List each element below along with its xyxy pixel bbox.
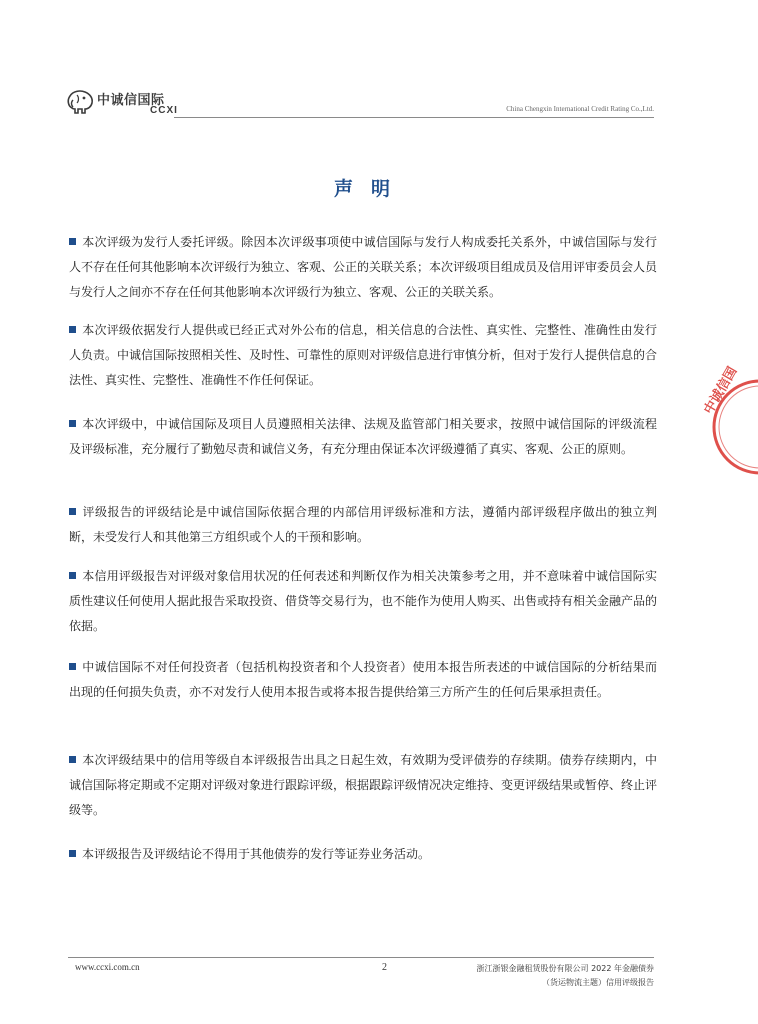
logo-abbreviation: CCXI [150,105,178,116]
statement-paragraph [69,655,657,705]
square-bullet-icon [69,572,76,579]
logo-chinese-name: 中诚信国际 [97,93,165,108]
statement-text: 中诚信国际不对任何投资者（包括机构投资者和个人投资者）使用本报告所表述的中诚信国际的分析结果而出现的任何损失负责，亦不对发行人使用本报告或将本报告提供给第三方所产生的任何后果承担责任。 [69,660,657,699]
header-divider [174,117,654,118]
square-bullet-icon [69,663,76,670]
statement-text: 本信用评级报告对评级对象信用状况的任何表述和判断仅作为相关决策参考之用，并不意味着中诚信国际实质性建议任何使用人据此报告采取投资、借贷等交易行为，也不能作为使用人购买、出售或持有相关金融产品的依据。 [69,569,658,633]
square-bullet-icon [69,326,76,333]
square-bullet-icon [69,420,76,427]
statement-paragraph [69,412,657,462]
square-bullet-icon [69,238,76,245]
statement-text: 本评级报告及评级结论不得用于其他债券的发行等证券业务活动。 [82,847,431,861]
statement-paragraph [69,318,657,393]
statement-paragraph [69,500,657,550]
square-bullet-icon [69,756,76,763]
elephant-logo-icon [66,88,96,116]
statement-text: 本次评级中，中诚信国际及项目人员遵照相关法律、法规及监管部门相关要求，按照中诚信国际的评级流程及评级标准，充分履行了勤勉尽责和诚信义务，有充分理由保证本次评级遵循了真实、客观、公正的原则。 [69,417,657,456]
footer-divider [68,957,654,958]
footer-report-title [477,962,654,990]
page-number: 2 [382,962,387,973]
statement-paragraph [69,748,657,823]
seal-text: 中诚信国 [701,364,741,417]
footer-website: www.ccxi.com.cn [75,962,140,972]
company-logo [66,86,184,120]
square-bullet-icon [69,508,76,515]
footer-report-line: 浙江浙银金融租赁股份有限公司 2022 年金融债券 [476,964,654,973]
footer-report-line: （货运物流主题）信用评级报告 [542,978,654,987]
statement-text: 本次评级为发行人委托评级。除因本次评级事项使中诚信国际与发行人构成委托关系外，中诚信国际与发行人不存在任何其他影响本次评级行为独立、客观、公正的关联关系；本次评级项目组成员及信用评审委员会人员与发行人之间亦不存在任何其他影响本次评级行为独立、客观、公正的关联关系。 [69,235,658,299]
statement-paragraph [69,564,657,639]
statement-text: 评级报告的评级结论是中诚信国际依据合理的内部信用评级标准和方法，遵循内部评级程序做出的独立判断，未受发行人和其他第三方组织或个人的干预和影响。 [69,505,657,544]
statement-text: 本次评级结果中的信用等级自本评级报告出具之日起生效，有效期为受评债券的存续期。债券存续期内，中诚信国际将定期或不定期对评级对象进行跟踪评级，根据跟踪评级情况决定维持、变更评级结果或暂停、终止评级等。 [69,753,658,817]
statement-paragraph [69,842,657,867]
page-header [64,86,654,120]
square-bullet-icon [69,850,76,857]
statement-text: 本次评级依据发行人提供或已经正式对外公布的信息，相关信息的合法性、真实性、完整性、准确性由发行人负责。中诚信国际按照相关性、及时性、可靠性的原则对评级信息进行审慎分析，但对于发行人提供信息的合法性、真实性、完整性、准确性不作任何保证。 [69,323,658,387]
company-english-name: China Chengxin International Credit Rating Co.,Ltd. [506,105,654,113]
page-title: 声明 [333,178,408,200]
official-seal-stamp [698,364,758,480]
statement-paragraph [69,230,657,305]
